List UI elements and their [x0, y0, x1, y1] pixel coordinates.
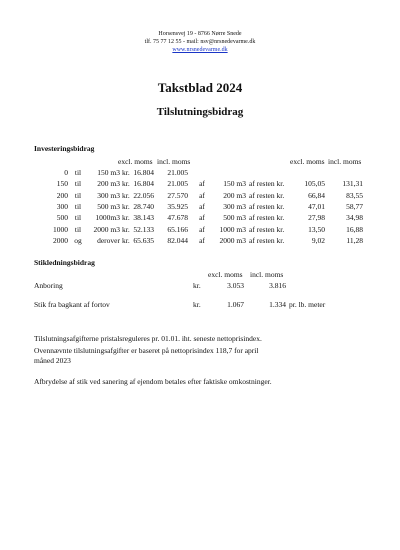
row-from: 150 [56, 179, 68, 189]
row-incl-moms: 21.005 [167, 168, 188, 177]
row-separator: til [74, 201, 82, 211]
row-excl-moms: 16.804 [133, 168, 154, 177]
row-separator: til [74, 190, 82, 200]
row-af: af [199, 213, 205, 223]
row-rest-excl: 13,50 [308, 224, 325, 234]
row-from: 200 [56, 190, 68, 200]
row-af: af [199, 190, 205, 200]
row-unit: kr. [122, 168, 130, 177]
col-header-incl-moms-rest: incl. moms [328, 157, 362, 166]
row-rest-excl: 9,02 [311, 235, 325, 245]
stik-col-header-excl-moms: excl. moms [208, 270, 243, 279]
stikledning-heading: Stikledningsbidrag [34, 258, 95, 267]
note-basis: Ovennævnte tilslutningsafgifter er baseret på nettoprisindex 118,7 for april [34, 346, 259, 355]
row-separator: og [74, 235, 82, 245]
row-separator: til [74, 179, 82, 189]
row-rest-text: af resten kr. [249, 201, 285, 211]
stik-row-incl: 1.334 [269, 300, 286, 309]
stik-row-label: Stik fra bagkant af fortov [34, 300, 110, 309]
row-rest-incl: 11,28 [346, 235, 363, 245]
row-af: af [199, 179, 205, 189]
row-unit: kr. [122, 190, 130, 200]
row-excl-moms: 38.143 [133, 213, 154, 223]
stik-row-excl: 3.053 [227, 281, 244, 290]
row-to: 300 m3 [97, 190, 120, 200]
row-separator: til [74, 224, 82, 234]
row-incl-moms: 21.005 [167, 179, 188, 189]
stik-row-unit: kr. [193, 300, 201, 309]
row-to: 2000 m3 [93, 224, 120, 234]
row-incl-moms: 27.570 [167, 190, 188, 200]
row-rest-incl: 83,55 [346, 190, 363, 200]
row-excl-moms: 52.133 [133, 224, 154, 234]
stik-col-header-incl-moms: incl. moms [250, 270, 284, 279]
row-af: af [199, 224, 205, 234]
row-rest-text: af resten kr. [249, 235, 285, 245]
row-unit: kr. [122, 235, 130, 245]
row-rest-excl: 66,84 [308, 190, 325, 200]
note-sanering: Afbrydelse af stik ved sanering af ejendom betales efter faktiske omkostninger. [34, 377, 272, 386]
row-unit: kr. [122, 179, 130, 189]
row-excl-moms: 28.740 [133, 201, 154, 211]
row-rest-incl: 131,31 [342, 179, 363, 189]
col-header-excl-moms: excl. moms [118, 157, 153, 166]
row-to: 500 m3 [97, 201, 120, 211]
row-rest-incl: 16,88 [346, 224, 363, 234]
row-unit: kr. [122, 213, 130, 223]
stik-row-incl: 3.816 [269, 281, 286, 290]
row-rest-excl: 105,05 [304, 179, 325, 189]
row-rest-excl: 47,01 [308, 201, 325, 211]
website-link[interactable]: www.nrsnedevarme.dk [172, 47, 228, 53]
row-af: af [199, 235, 205, 245]
row-from: 2000 [53, 235, 68, 245]
row-rest-m3: 1000 m3 [219, 224, 246, 234]
address: Horsensvej 19 - 8766 Nørre Snede [158, 31, 242, 37]
row-to: 1000m3 [95, 213, 120, 223]
row-incl-moms: 35.925 [167, 201, 188, 211]
note-indexation: Tilslutningsafgifterne pristalsreguleres pr. 01.01. iht. seneste nettoprisindex. [34, 334, 262, 343]
row-af: af [199, 201, 205, 211]
stik-row-excl: 1.067 [227, 300, 244, 309]
row-to: derover [97, 235, 120, 245]
row-rest-excl: 27,98 [308, 213, 325, 223]
stik-row-unit: kr. [193, 281, 201, 290]
row-separator: til [74, 213, 82, 223]
stik-row-label: Anboring [34, 281, 63, 290]
row-rest-text: af resten kr. [249, 179, 285, 189]
row-separator: til [74, 168, 82, 177]
investering-heading: Investeringsbidrag [34, 144, 95, 153]
row-incl-moms: 82.044 [167, 235, 188, 245]
row-excl-moms: 22.056 [133, 190, 154, 200]
page-subtitle: Tilslutningsbidrag [156, 106, 244, 118]
row-from: 0 [64, 168, 68, 177]
row-rest-m3: 300 m3 [223, 201, 246, 211]
row-from: 500 [56, 213, 68, 223]
row-rest-m3: 500 m3 [223, 213, 246, 223]
row-incl-moms: 65.166 [167, 224, 188, 234]
row-rest-m3: 150 m3 [223, 179, 246, 189]
row-rest-incl: 34,98 [346, 213, 363, 223]
note-basis-cont: måned 2023 [34, 356, 71, 365]
row-unit: kr. [122, 224, 130, 234]
contact-line: tlf. 75 77 12 55 - mail: nsv@nrsnedevarme.dk [144, 39, 256, 45]
letterhead [0, 30, 400, 54]
row-unit: kr. [122, 201, 130, 211]
row-to: 200 m3 [97, 179, 120, 189]
row-incl-moms: 47.678 [167, 213, 188, 223]
row-excl-moms: 16.804 [133, 179, 154, 189]
row-to: 150 m3 [97, 168, 120, 177]
row-rest-m3: 200 m3 [223, 190, 246, 200]
row-rest-text: af resten kr. [249, 190, 285, 200]
row-from: 300 [56, 201, 68, 211]
col-header-incl-moms: incl. moms [157, 157, 191, 166]
row-rest-m3: 2000 m3 [219, 235, 246, 245]
col-header-excl-moms-rest: excl. moms [290, 157, 325, 166]
row-excl-moms: 65.635 [133, 235, 154, 245]
row-rest-text: af resten kr. [249, 224, 285, 234]
row-from: 1000 [53, 224, 68, 234]
page-title: Takstblad 2024 [157, 80, 243, 95]
row-rest-text: af resten kr. [249, 213, 285, 223]
row-rest-incl: 58,77 [346, 201, 363, 211]
stik-row-suffix: pr. lb. meter [289, 300, 326, 309]
